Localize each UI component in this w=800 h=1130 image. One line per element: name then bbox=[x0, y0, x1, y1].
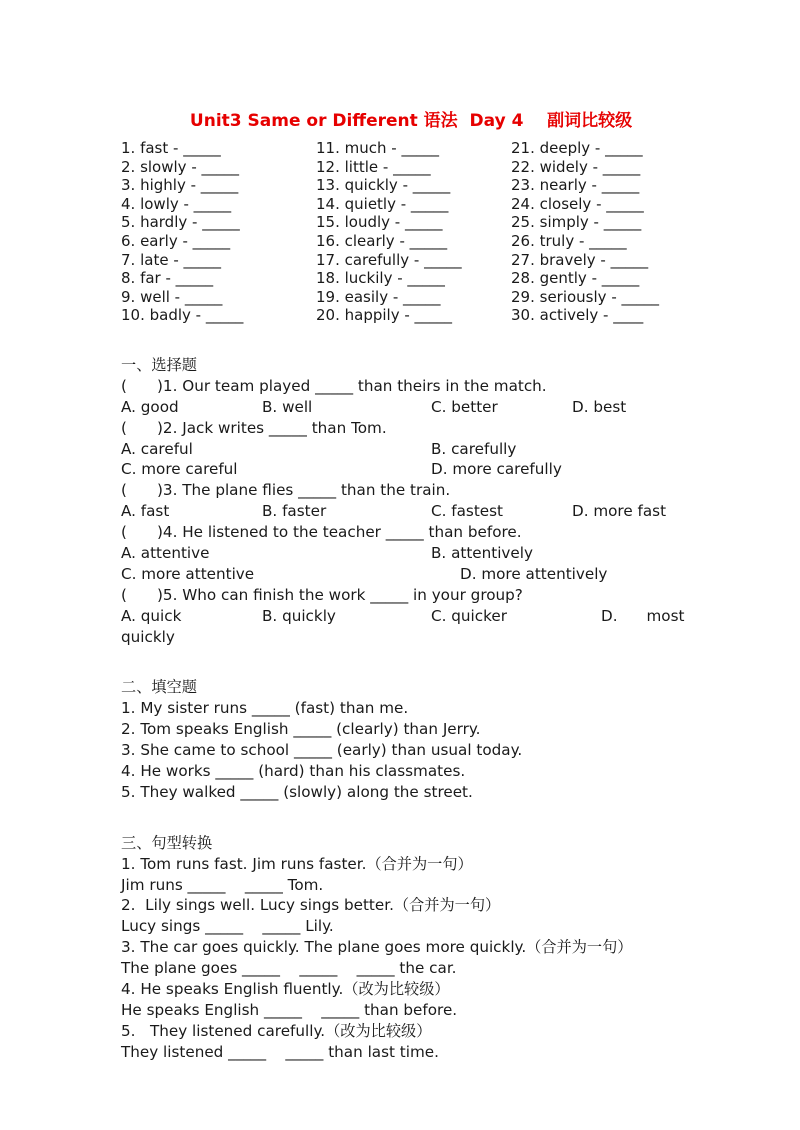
answer-paren: ( bbox=[121, 523, 127, 542]
vocab-item: 26. truly - _____ bbox=[511, 231, 627, 250]
question-5-option-d-continued: quickly bbox=[121, 627, 175, 646]
vocab-item: 2. slowly - _____ bbox=[121, 157, 240, 176]
vocab-item: 12. little - _____ bbox=[316, 157, 431, 176]
option-c: C. more careful bbox=[121, 460, 238, 479]
option-b: B. faster bbox=[262, 502, 327, 521]
section-fill-in bbox=[121, 677, 701, 802]
vocab-item: 28. gently - _____ bbox=[511, 269, 640, 288]
vocab-item: 9. well - _____ bbox=[121, 287, 223, 306]
answer-paren: ( bbox=[121, 376, 127, 395]
option-c: C. more attentive bbox=[121, 564, 255, 583]
option-c: C. quicker bbox=[431, 606, 507, 625]
section-heading: 三、句型转换 bbox=[121, 833, 213, 852]
fill-item: 2. Tom speaks English _____ (clearly) than Jerry. bbox=[121, 720, 481, 739]
answer-paren: ( bbox=[121, 481, 127, 500]
question-3 bbox=[121, 480, 701, 501]
fill-item: 4. He works _____ (hard) than his classmates. bbox=[121, 761, 466, 780]
option-d: D. more carefully bbox=[431, 460, 562, 479]
option-a: A. careful bbox=[121, 439, 193, 458]
transform-line: They listened _____ _____ than last time. bbox=[121, 1042, 439, 1061]
transform-line: 4. He speaks English fluently.（改为比较级） bbox=[121, 979, 450, 998]
vocab-item: 29. seriously - _____ bbox=[511, 287, 659, 306]
vocab-item: 23. nearly - _____ bbox=[511, 176, 640, 195]
vocab-item: 3. highly - _____ bbox=[121, 176, 239, 195]
question-text: )5. Who can finish the work _____ in your group? bbox=[157, 585, 523, 604]
vocab-item: 24. closely - _____ bbox=[511, 194, 644, 213]
fill-item: 5. They walked _____ (slowly) along the street. bbox=[121, 782, 473, 801]
question-2-options-row2 bbox=[121, 459, 701, 480]
option-b: B. attentively bbox=[431, 543, 533, 562]
option-a: A. attentive bbox=[121, 543, 210, 562]
option-a: A. fast bbox=[121, 502, 170, 521]
question-1-options bbox=[121, 397, 701, 418]
vocab-item: 10. badly - _____ bbox=[121, 306, 244, 325]
vocab-item: 13. quickly - _____ bbox=[316, 176, 451, 195]
question-text: )1. Our team played _____ than theirs in the match. bbox=[157, 376, 547, 395]
option-b: B. carefully bbox=[431, 439, 517, 458]
question-5-options bbox=[121, 606, 701, 627]
worksheet-page bbox=[121, 106, 701, 1063]
transform-line: He speaks English _____ _____ than before. bbox=[121, 1000, 458, 1019]
question-text: )3. The plane flies _____ than the train. bbox=[157, 481, 451, 500]
vocab-item: 18. luckily - _____ bbox=[316, 269, 445, 288]
transform-line: 5. They listened carefully.（改为比较级） bbox=[121, 1021, 432, 1040]
option-d: D. best bbox=[572, 397, 627, 416]
question-4 bbox=[121, 522, 701, 543]
option-a: A. quick bbox=[121, 606, 182, 625]
vocab-item: 4. lowly - _____ bbox=[121, 194, 232, 213]
vocab-item: 30. actively - ____ bbox=[511, 306, 644, 325]
vocab-item: 15. loudly - _____ bbox=[316, 213, 443, 232]
question-2-options-row1 bbox=[121, 439, 701, 460]
transform-line: Lucy sings _____ _____ Lily. bbox=[121, 917, 334, 936]
section-heading: 二、填空题 bbox=[121, 678, 197, 697]
vocab-item: 1. fast - _____ bbox=[121, 139, 221, 157]
question-text: )2. Jack writes _____ than Tom. bbox=[157, 418, 387, 437]
option-c: C. better bbox=[431, 397, 498, 416]
option-b: B. quickly bbox=[262, 606, 336, 625]
option-b: B. well bbox=[262, 397, 313, 416]
transform-line: The plane goes _____ _____ _____ the car. bbox=[121, 959, 457, 978]
vocab-item: 20. happily - _____ bbox=[316, 306, 453, 325]
question-5 bbox=[121, 585, 701, 606]
option-c: C. fastest bbox=[431, 502, 503, 521]
transform-line: 3. The car goes quickly. The plane goes more quickly.（合并为一句） bbox=[121, 938, 633, 957]
question-3-options bbox=[121, 501, 701, 522]
vocab-item: 22. widely - _____ bbox=[511, 157, 641, 176]
vocab-item: 14. quietly - _____ bbox=[316, 194, 449, 213]
question-text: )4. He listened to the teacher _____ than before. bbox=[157, 523, 522, 542]
fill-item: 3. She came to school _____ (early) than usual today. bbox=[121, 741, 523, 760]
vocab-item: 25. simply - _____ bbox=[511, 213, 642, 232]
question-4-options-row1 bbox=[121, 543, 701, 564]
vocab-item: 27. bravely - _____ bbox=[511, 250, 649, 269]
vocab-item: 11. much - _____ bbox=[316, 139, 439, 157]
transform-line: 2. Lily sings well. Lucy sings better.（合并为一句） bbox=[121, 896, 501, 915]
answer-paren: ( bbox=[121, 418, 127, 437]
vocab-list bbox=[121, 139, 701, 325]
transform-line: 1. Tom runs fast. Jim runs faster.（合并为一句） bbox=[121, 854, 473, 873]
vocab-item: 16. clearly - _____ bbox=[316, 231, 448, 250]
question-4-options-row2 bbox=[121, 564, 701, 585]
question-2 bbox=[121, 418, 701, 439]
vocab-item: 19. easily - _____ bbox=[316, 287, 441, 306]
page-title: Unit3 Same or Different 语法 Day 4 副词比较级 bbox=[189, 111, 633, 131]
vocab-item: 5. hardly - _____ bbox=[121, 213, 240, 232]
section-multiple-choice bbox=[121, 355, 701, 647]
option-d: D. most bbox=[601, 606, 685, 625]
fill-item: 1. My sister runs _____ (fast) than me. bbox=[121, 699, 409, 718]
option-d: D. more attentively bbox=[460, 564, 608, 583]
vocab-item: 6. early - _____ bbox=[121, 231, 231, 250]
vocab-item: 21. deeply - _____ bbox=[511, 139, 643, 157]
section-heading: 一、选择题 bbox=[121, 355, 197, 374]
transform-line: Jim runs _____ _____ Tom. bbox=[121, 875, 324, 894]
option-a: A. good bbox=[121, 397, 179, 416]
vocab-item: 8. far - _____ bbox=[121, 269, 214, 288]
option-d: D. more fast bbox=[572, 502, 667, 521]
vocab-item: 17. carefully - _____ bbox=[316, 250, 462, 269]
question-1 bbox=[121, 376, 701, 397]
answer-paren: ( bbox=[121, 585, 127, 604]
section-sentence-transform bbox=[121, 833, 701, 1063]
vocab-item: 7. late - _____ bbox=[121, 250, 221, 269]
